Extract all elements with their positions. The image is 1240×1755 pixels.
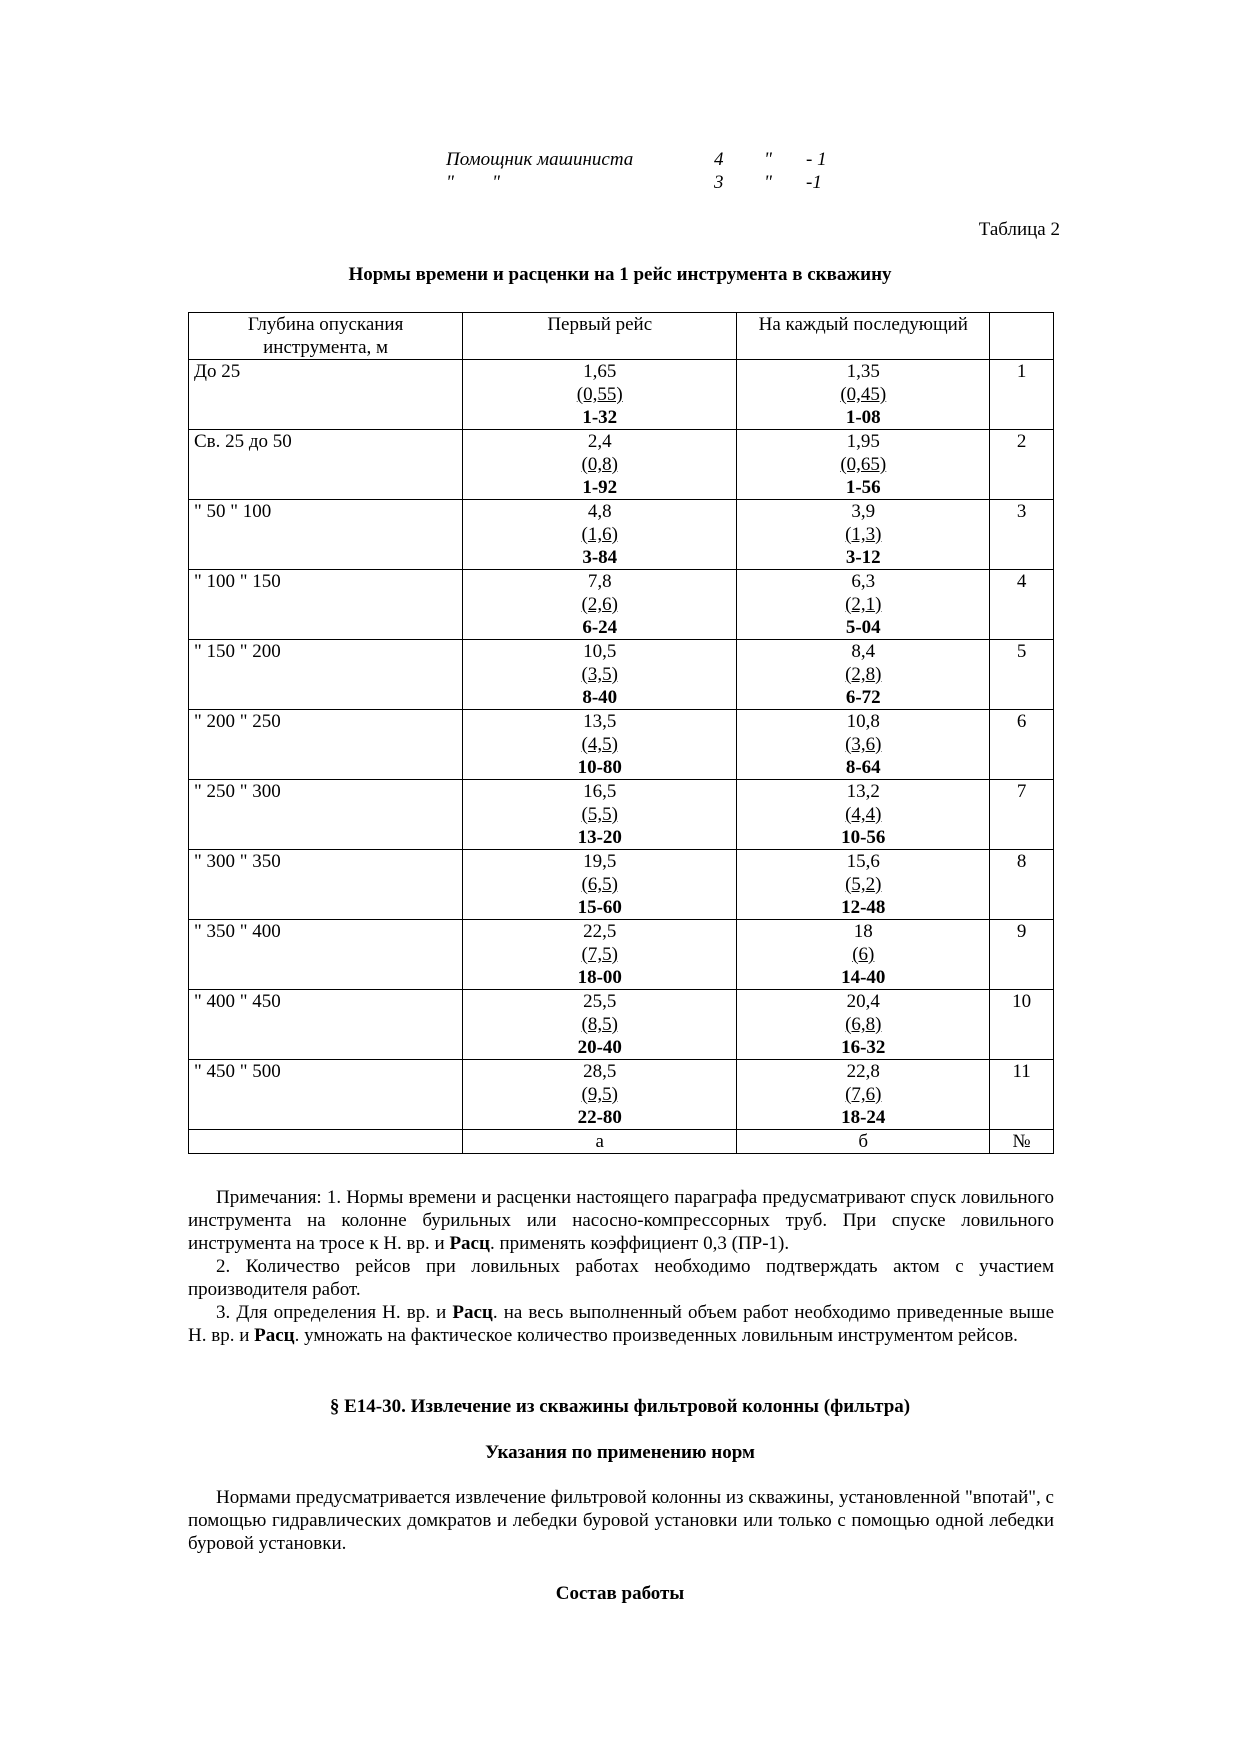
note-3	[188, 1301, 1054, 1347]
time-norm: 28,5	[583, 1061, 617, 1082]
subsection-title: Указания по применению норм	[485, 1442, 755, 1463]
footer-col-b: б	[737, 1130, 990, 1154]
rate-price: 1-92	[582, 477, 618, 498]
section-title: § Е14-30. Извлечение из скважины фильтровой колонны (фильтра)	[329, 1396, 911, 1417]
machine-time	[468, 873, 731, 896]
machine-time	[742, 873, 984, 896]
depth-cell: " 400 " 450	[189, 990, 463, 1060]
crew-grade: 3	[714, 172, 724, 193]
machine-time-value: (5,5)	[581, 804, 618, 825]
note-bold-term: Расц	[452, 1302, 493, 1323]
table-header-row	[189, 313, 1054, 360]
time-norm: 22,8	[846, 1061, 880, 1082]
first-trip-cell	[463, 430, 737, 500]
rate-price: 3-12	[845, 547, 881, 568]
machine-time	[742, 453, 984, 476]
machine-time	[742, 1013, 984, 1036]
table-row	[189, 780, 1054, 850]
note-1	[188, 1186, 1054, 1255]
first-trip-cell	[463, 500, 737, 570]
norms-table	[188, 312, 1054, 1154]
time-norm: 22,5	[583, 921, 617, 942]
machine-time-value: (1,6)	[581, 524, 618, 545]
rate-price: 18-00	[577, 967, 622, 988]
work-title: Состав работы	[555, 1583, 685, 1604]
next-trip-cell	[737, 780, 990, 850]
first-trip-cell	[463, 780, 737, 850]
time-norm: 18	[853, 921, 873, 942]
crew-row	[446, 148, 846, 171]
rate-price: 16-32	[841, 1037, 886, 1058]
machine-time	[742, 663, 984, 686]
table-row	[189, 920, 1054, 990]
machine-time	[468, 943, 731, 966]
note-text: Примечания: 1. Нормы времени и расценки настоящего параграфа предусматривают спуск ловильного инструмента на колонне бурильных или насосно-компрессорных труб. При спуске ловильного инструмента на тросе к Н. вр. и	[188, 1187, 1054, 1254]
table-body	[189, 360, 1054, 1130]
rate-price: 8-64	[845, 757, 881, 778]
row-number: 3	[990, 500, 1054, 570]
machine-time	[468, 593, 731, 616]
machine-time	[742, 593, 984, 616]
machine-time	[742, 803, 984, 826]
time-norm: 7,8	[587, 571, 612, 592]
crew-row	[446, 171, 846, 194]
depth-cell: " 250 " 300	[189, 780, 463, 850]
depth-cell: Св. 25 до 50	[189, 430, 463, 500]
machine-time-value: (8,5)	[581, 1014, 618, 1035]
machine-time	[468, 453, 731, 476]
machine-time-value: (6,5)	[581, 874, 618, 895]
rate-price: 13-20	[577, 827, 622, 848]
rate-price: 8-40	[582, 687, 618, 708]
machine-time-value: (0,65)	[840, 454, 887, 475]
crew-grade: 4	[714, 149, 724, 170]
header-number	[990, 313, 1054, 360]
note-2	[188, 1255, 1054, 1301]
next-trip-cell	[737, 500, 990, 570]
rate-price: 10-56	[841, 827, 886, 848]
machine-time	[742, 733, 984, 756]
time-norm: 10,5	[583, 641, 617, 662]
depth-cell: " 150 " 200	[189, 640, 463, 710]
header-next-trip: На каждый последующий	[737, 313, 990, 360]
machine-time-value: (2,1)	[845, 594, 882, 615]
machine-time	[468, 1013, 731, 1036]
depth-cell: До 25	[189, 360, 463, 430]
depth-cell: " 350 " 400	[189, 920, 463, 990]
next-trip-cell	[737, 920, 990, 990]
table-row	[189, 1060, 1054, 1130]
depth-cell: " 450 " 500	[189, 1060, 463, 1130]
machine-time	[742, 383, 984, 406]
depth-cell: " 300 " 350	[189, 850, 463, 920]
row-number: 8	[990, 850, 1054, 920]
time-norm: 3,9	[851, 501, 876, 522]
header-depth: Глубина опускания инструмента, м	[189, 313, 463, 360]
first-trip-cell	[463, 360, 737, 430]
crew-count: - 1	[806, 149, 827, 170]
note-text: . умножать на фактическое количество произведенных ловильным инструментом рейсов.	[294, 1325, 1018, 1346]
machine-time-value: (0,55)	[576, 384, 623, 405]
table-title: Нормы времени и расценки на 1 рейс инструмента в скважину	[348, 264, 892, 285]
time-norm: 6,3	[851, 571, 876, 592]
next-trip-cell	[737, 710, 990, 780]
time-norm: 8,4	[851, 641, 876, 662]
rate-price: 1-08	[845, 407, 881, 428]
rate-price: 10-80	[577, 757, 622, 778]
crew-grade-mark: "	[764, 172, 772, 193]
time-norm: 13,2	[846, 781, 880, 802]
row-number: 10	[990, 990, 1054, 1060]
rate-price: 18-24	[841, 1107, 886, 1128]
time-norm: 2,4	[587, 431, 612, 452]
machine-time-value: (5,2)	[845, 874, 882, 895]
next-trip-cell	[737, 640, 990, 710]
first-trip-cell	[463, 990, 737, 1060]
table-row	[189, 640, 1054, 710]
machine-time	[742, 943, 984, 966]
time-norm: 1,65	[583, 361, 617, 382]
rate-price: 3-84	[582, 547, 618, 568]
next-trip-cell	[737, 1060, 990, 1130]
table-row	[189, 990, 1054, 1060]
time-norm: 19,5	[583, 851, 617, 872]
rate-price: 1-56	[845, 477, 881, 498]
footer-blank	[189, 1130, 463, 1154]
first-trip-cell	[463, 1060, 737, 1130]
row-number: 2	[990, 430, 1054, 500]
depth-cell: " 50 " 100	[189, 500, 463, 570]
machine-time-value: (7,6)	[845, 1084, 882, 1105]
machine-time	[468, 733, 731, 756]
machine-time-value: (6)	[852, 944, 875, 965]
row-number: 9	[990, 920, 1054, 990]
note-text: . применять коэффициент 0,3 (ПР-1).	[489, 1233, 790, 1254]
machine-time-value: (4,4)	[845, 804, 882, 825]
note-text: . на весь выполненный объем работ необходимо приведенные выше Н. вр. и	[188, 1302, 1055, 1346]
machine-time	[468, 523, 731, 546]
machine-time-value: (0,45)	[840, 384, 887, 405]
table-row	[189, 570, 1054, 640]
row-number: 6	[990, 710, 1054, 780]
depth-cell: " 100 " 150	[189, 570, 463, 640]
rate-price: 22-80	[577, 1107, 622, 1128]
machine-time-value: (2,6)	[581, 594, 618, 615]
rate-price: 6-24	[582, 617, 618, 638]
table-row	[189, 850, 1054, 920]
note-text: 3. Для определения Н. вр. и	[216, 1302, 453, 1323]
next-trip-cell	[737, 360, 990, 430]
rate-price: 20-40	[577, 1037, 622, 1058]
machine-time-value: (9,5)	[581, 1084, 618, 1105]
time-norm: 13,5	[583, 711, 617, 732]
crew-grade-mark: "	[764, 149, 772, 170]
next-trip-cell	[737, 990, 990, 1060]
row-number: 11	[990, 1060, 1054, 1130]
machine-time	[468, 383, 731, 406]
crew-role: " "	[446, 172, 500, 193]
first-trip-cell	[463, 570, 737, 640]
note-bold-term: Расц	[449, 1233, 490, 1254]
rate-price: 6-72	[845, 687, 881, 708]
footer-col-a: а	[463, 1130, 737, 1154]
time-norm: 1,95	[846, 431, 880, 452]
row-number: 1	[990, 360, 1054, 430]
crew-count: -1	[806, 172, 822, 193]
machine-time-value: (0,8)	[581, 454, 618, 475]
table-row	[189, 710, 1054, 780]
time-norm: 16,5	[583, 781, 617, 802]
machine-time-value: (3,5)	[581, 664, 618, 685]
table-row	[189, 430, 1054, 500]
time-norm: 25,5	[583, 991, 617, 1012]
rate-price: 5-04	[845, 617, 881, 638]
machine-time	[468, 663, 731, 686]
rate-price: 12-48	[841, 897, 886, 918]
time-norm: 1,35	[846, 361, 880, 382]
time-norm: 4,8	[587, 501, 612, 522]
body-paragraph: Нормами предусматривается извлечение фильтровой колонны из скважины, установленной "впотай", с помощью гидравлических домкратов и лебедки буровой установки или только с помощью одной лебедки буровой установки.	[188, 1487, 1054, 1554]
next-trip-cell	[737, 430, 990, 500]
machine-time	[742, 523, 984, 546]
table-label: Таблица 2	[978, 219, 1060, 240]
machine-time-value: (1,3)	[845, 524, 882, 545]
rate-price: 14-40	[841, 967, 886, 988]
first-trip-cell	[463, 640, 737, 710]
footer-col-number: №	[990, 1130, 1054, 1154]
machine-time-value: (2,8)	[845, 664, 882, 685]
crew-list	[446, 148, 846, 194]
next-trip-cell	[737, 570, 990, 640]
first-trip-cell	[463, 710, 737, 780]
crew-role: Помощник машиниста	[446, 149, 634, 170]
note-text: 2. Количество рейсов при ловильных работах необходимо подтверждать актом с участием производителя работ.	[188, 1256, 1054, 1300]
machine-time	[742, 1083, 984, 1106]
row-number: 5	[990, 640, 1054, 710]
machine-time	[468, 1083, 731, 1106]
machine-time-value: (6,8)	[845, 1014, 882, 1035]
rate-price: 15-60	[577, 897, 622, 918]
machine-time-value: (3,6)	[845, 734, 882, 755]
row-number: 7	[990, 780, 1054, 850]
machine-time-value: (7,5)	[581, 944, 618, 965]
table-row	[189, 360, 1054, 430]
first-trip-cell	[463, 850, 737, 920]
depth-cell: " 200 " 250	[189, 710, 463, 780]
time-norm: 20,4	[846, 991, 880, 1012]
notes	[188, 1186, 1054, 1347]
machine-time-value: (4,5)	[581, 734, 618, 755]
rate-price: 1-32	[582, 407, 618, 428]
time-norm: 10,8	[846, 711, 880, 732]
time-norm: 15,6	[846, 851, 880, 872]
table-row	[189, 500, 1054, 570]
next-trip-cell	[737, 850, 990, 920]
table-footer-row	[189, 1130, 1054, 1154]
first-trip-cell	[463, 920, 737, 990]
header-first-trip: Первый рейс	[463, 313, 737, 360]
row-number: 4	[990, 570, 1054, 640]
note-bold-term: Расц	[254, 1325, 295, 1346]
machine-time	[468, 803, 731, 826]
